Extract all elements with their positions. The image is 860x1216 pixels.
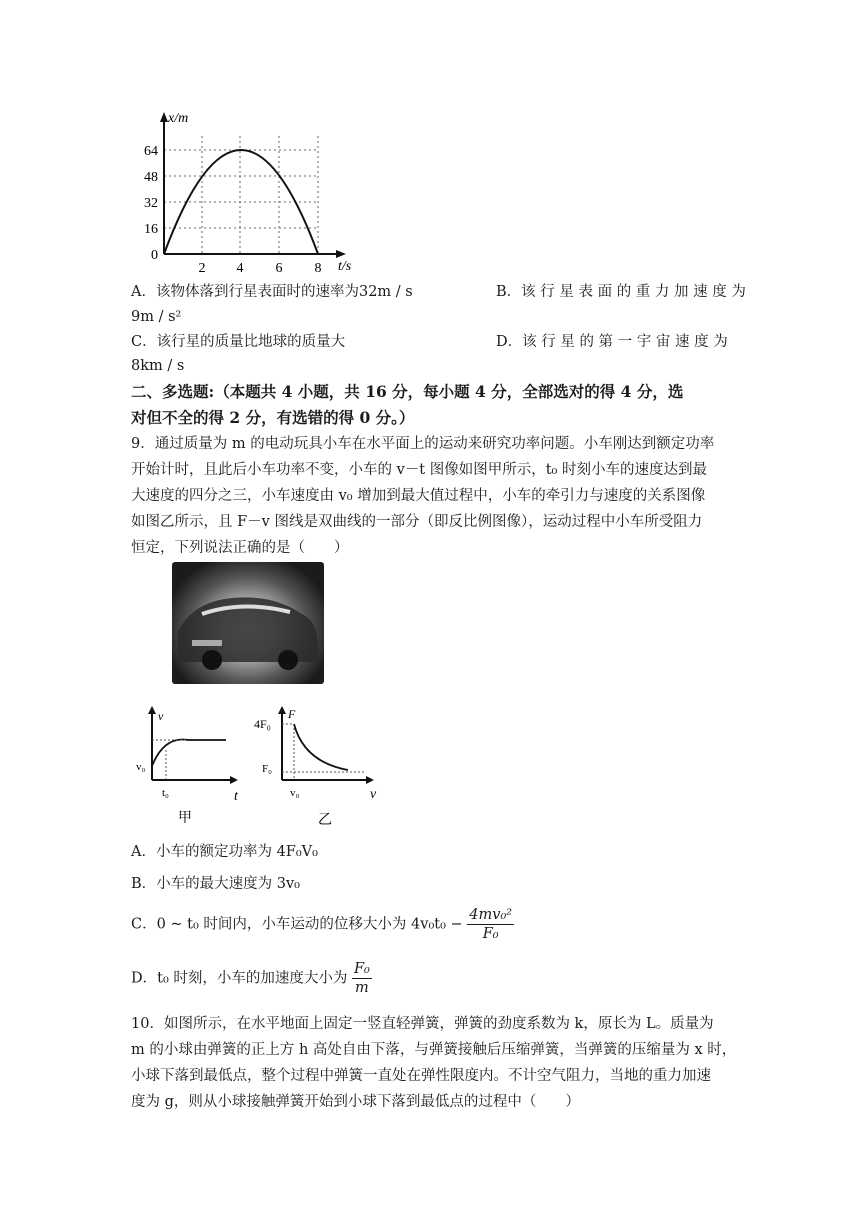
q8-option-d: D．该 行 星 的 第 一 宇 宙 速 度 为	[496, 334, 728, 350]
f0-label: F₀	[262, 763, 272, 775]
q10-stem: 小球下落到最低点，整个过程中弹簧一直处在弹性限度内。不计空气阻力，当地的重力加速	[131, 1068, 711, 1084]
q9-option-a: A．小车的额定功率为 4F₀V₀	[131, 844, 318, 860]
fraction-denominator: m	[355, 980, 369, 996]
v0-label: v₀	[290, 787, 300, 799]
fraction-numerator: F₀	[353, 961, 370, 977]
fraction-denominator: F₀	[482, 926, 499, 942]
x-axis-label: t/s	[338, 259, 352, 274]
q9-stem: 9．通过质量为 m 的电动玩具小车在水平面上的运动来研究功率问题。小车刚达到额定功率	[131, 436, 715, 452]
q8-option-b-cont: 9m / s²	[131, 309, 182, 325]
v-label: v	[158, 709, 164, 723]
y-tick: 48	[144, 170, 158, 185]
t0-label: t₀	[162, 787, 169, 799]
q9-stem: 开始计时，且此后小车功率不变，小车的 v－t 图像如图甲所示，t₀ 时刻小车的速度达到最	[131, 462, 707, 478]
x-tick: 4	[236, 261, 244, 276]
q9-option-c-text: C．0 ~ t₀ 时间内，小车运动的位移大小为 4v₀t₀ −	[131, 916, 463, 933]
q9-option-b: B．小车的最大速度为 3v₀	[131, 876, 300, 892]
v-label: v	[370, 787, 377, 802]
v-t-graph-jia	[130, 700, 240, 830]
q10-stem: m 的小球由弹簧的正上方 h 高处自由下落，与弹簧接触后压缩弹簧，当弹簧的压缩量为 x 时，	[131, 1042, 737, 1058]
fraction-numerator: 4mv₀²	[469, 907, 513, 923]
x-tick: 8	[314, 261, 322, 276]
caption-yi: 乙	[318, 813, 332, 828]
fraction	[467, 906, 514, 943]
v0-label: v₀	[136, 761, 146, 773]
toy-car-photo	[172, 562, 324, 684]
q9-option-d	[131, 960, 372, 997]
f-label: F	[288, 707, 296, 721]
y-tick: 0	[151, 248, 158, 263]
y-tick: 32	[144, 196, 158, 211]
x-tick: 6	[275, 261, 283, 276]
y-tick: 64	[144, 144, 158, 159]
y-axis-label: x/m	[168, 111, 189, 126]
fraction	[352, 960, 372, 997]
section-heading-cont: 对但不全的得 2 分，有选错的得 0 分。）	[131, 408, 415, 427]
4f0-label: 4F₀	[254, 717, 271, 731]
q8-option-a: A．该物体落到行星表面时的速率为32m / s	[131, 284, 413, 300]
q9-stem: 大速度的四分之三，小车速度由 v₀ 增加到最大值过程中，小车的牵引力与速度的关系图像	[131, 488, 706, 504]
y-tick: 16	[144, 222, 158, 237]
q9-stem: 恒定，下列说法正确的是（ ）	[131, 540, 349, 556]
x-tick: 2	[198, 261, 206, 276]
q9-option-d-text: D．t₀ 时刻，小车的加速度大小为	[131, 970, 348, 987]
t-label: t	[234, 789, 238, 804]
q8-option-c: C．该行星的质量比地球的质量大	[131, 334, 346, 350]
q8-option-b: B．该 行 星 表 面 的 重 力 加 速 度 为	[496, 284, 746, 300]
section-heading: 二、多选题:（本题共 4 小题，共 16 分，每小题 4 分，全部选对的得 4 分，选	[131, 382, 684, 401]
f-v-graph-yi	[252, 700, 382, 830]
q10-stem: 度为 g，则从小球接触弹簧开始到小球下落到最低点的过程中（ ）	[131, 1094, 580, 1110]
caption-jia: 甲	[178, 811, 192, 826]
q8-option-d-cont: 8km / s	[131, 358, 185, 374]
q9-stem: 如图乙所示，且 F－v 图线是双曲线的一部分（即反比例图像），运动过程中小车所受阻力	[131, 514, 703, 530]
q10-stem: 10．如图所示，在水平地面上固定一竖直轻弹簧，弹簧的劲度系数为 k，原长为 L。质量为	[131, 1016, 714, 1032]
q9-option-c	[131, 906, 514, 943]
x-t-graph	[128, 106, 368, 276]
